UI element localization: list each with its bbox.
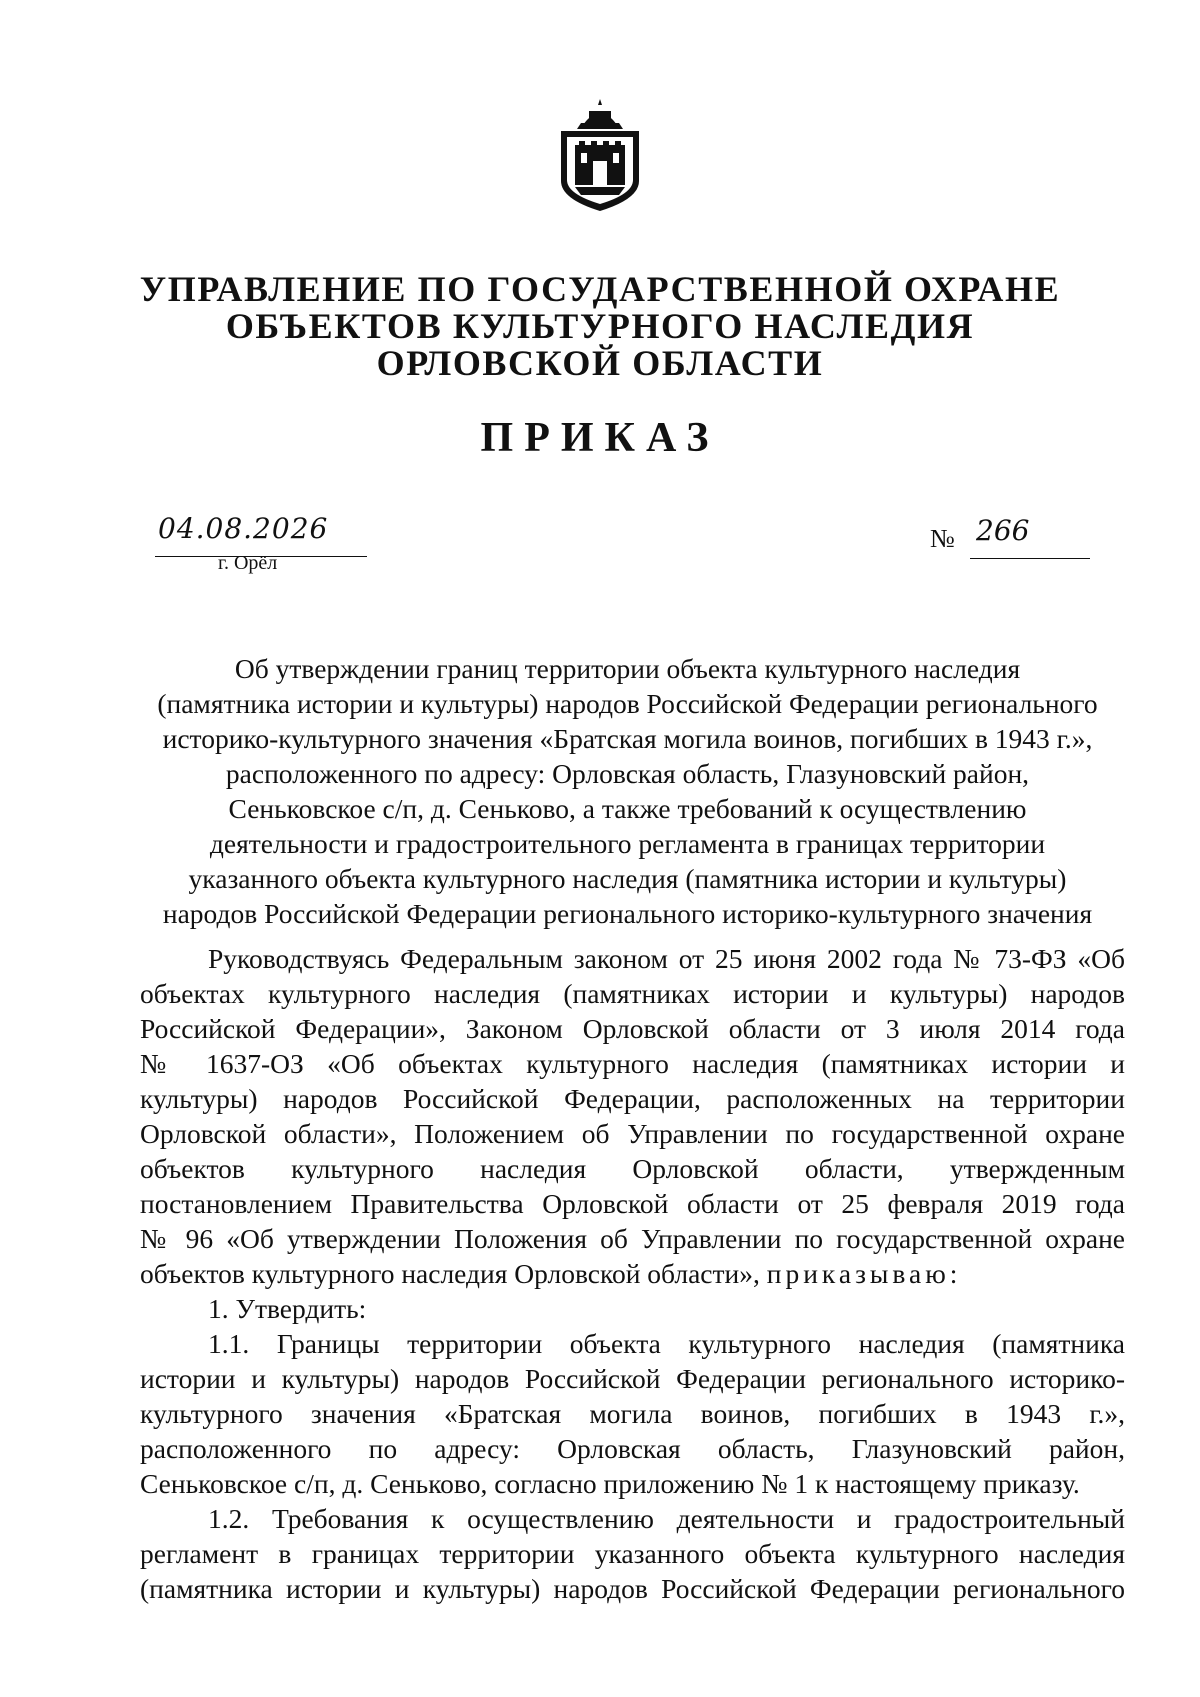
organization-name-line-3: ОРЛОВСКОЙ ОБЛАСТИ: [376, 343, 824, 383]
organization-name-line-2: ОБЪЕКТОВ КУЛЬТУРНОГО НАСЛЕДИЯ: [225, 306, 975, 346]
preamble-line: постановлением Правительства Орловской области от 25 февраля 2019 года: [140, 1188, 1125, 1219]
title-line: народов Российской Федерации регионального историко-культурного значения: [162, 898, 1093, 929]
handwritten-number: 266: [976, 514, 1030, 547]
item-1-2-line: (памятника истории и культуры) народов Российской Федерации регионального: [140, 1573, 1125, 1604]
orel-oblast-coat-of-arms-icon: [553, 95, 647, 215]
title-line: расположенного по адресу: Орловская область, Глазуновский район,: [225, 758, 1030, 789]
order-word: приказываю:: [766, 1258, 962, 1289]
preamble-line: Российской Федерации», Законом Орловской области от 3 июля 2014 года: [140, 1013, 1125, 1044]
handwritten-date: 04.08.2026: [158, 512, 329, 545]
preamble-line: Орловской области», Положением об Управлении по государственной охране: [140, 1118, 1125, 1149]
preamble-line: объектов культурного наследия Орловской области, утвержденным: [140, 1153, 1125, 1184]
preamble-line: Руководствуясь Федеральным законом от 25 июня 2002 года № 73-ФЗ «Об: [208, 943, 1125, 974]
preamble-last-text: объектов культурного наследия Орловской области»,: [140, 1258, 760, 1289]
number-sign: №: [930, 524, 955, 553]
number-underline: [970, 558, 1090, 559]
organization-name-line-1: УПРАВЛЕНИЕ ПО ГОСУДАРСТВЕННОЙ ОХРАНЕ: [139, 269, 1061, 309]
item-1-1-line: истории и культуры) народов Российской Федерации регионального историко-: [140, 1363, 1125, 1394]
document-title: [130, 651, 1125, 931]
preamble-last-line: [140, 1256, 1125, 1291]
preamble-line: объектах культурного наследия (памятниках истории и культуры) народов: [140, 978, 1125, 1009]
title-line: Об утверждении границ территории объекта культурного наследия: [234, 653, 1021, 684]
item-1: 1. Утвердить:: [208, 1293, 367, 1324]
title-line: указанного объекта культурного наследия (памятника истории и культуры): [188, 863, 1067, 894]
title-line: (памятника истории и культуры) народов Российской Федерации регионального: [157, 688, 1098, 719]
document-body: [140, 941, 1125, 1606]
item-1-2-line: регламент в границах территории указанного объекта культурного наследия: [140, 1538, 1125, 1569]
item-1-1-line: культурного значения «Братская могила воинов, погибших в 1943 г.»,: [140, 1398, 1125, 1429]
item-1-2-line: 1.2. Требования к осуществлению деятельности и градостроительный: [208, 1503, 1125, 1534]
title-line: историко-культурного значения «Братская могила воинов, погибших в 1943 г.»,: [162, 723, 1093, 754]
title-line: деятельности и градостроительного регламента в границах территории: [209, 828, 1046, 859]
item-1-1-last-line: Сеньковское с/п, д. Сеньково, согласно приложению № 1 к настоящему приказу.: [140, 1468, 1080, 1499]
item-1-1-line: расположенного по адресу: Орловская область, Глазуновский район,: [140, 1433, 1125, 1464]
preamble-line: № 96 «Об утверждении Положения об Управлении по государственной охране: [140, 1223, 1125, 1254]
item-1-1-line: 1.1. Границы территории объекта культурного наследия (памятника: [208, 1328, 1125, 1359]
document-type-heading: ПРИКАЗ: [480, 415, 720, 461]
preamble-line: № 1637-ОЗ «Об объектах культурного наследия (памятниках истории и: [140, 1048, 1125, 1079]
city-label: г. Орёл: [218, 552, 278, 574]
preamble-line: культуры) народов Российской Федерации, расположенных на территории: [140, 1083, 1125, 1114]
title-line: Сеньковское с/п, д. Сеньково, а также требований к осуществлению: [228, 793, 1027, 824]
